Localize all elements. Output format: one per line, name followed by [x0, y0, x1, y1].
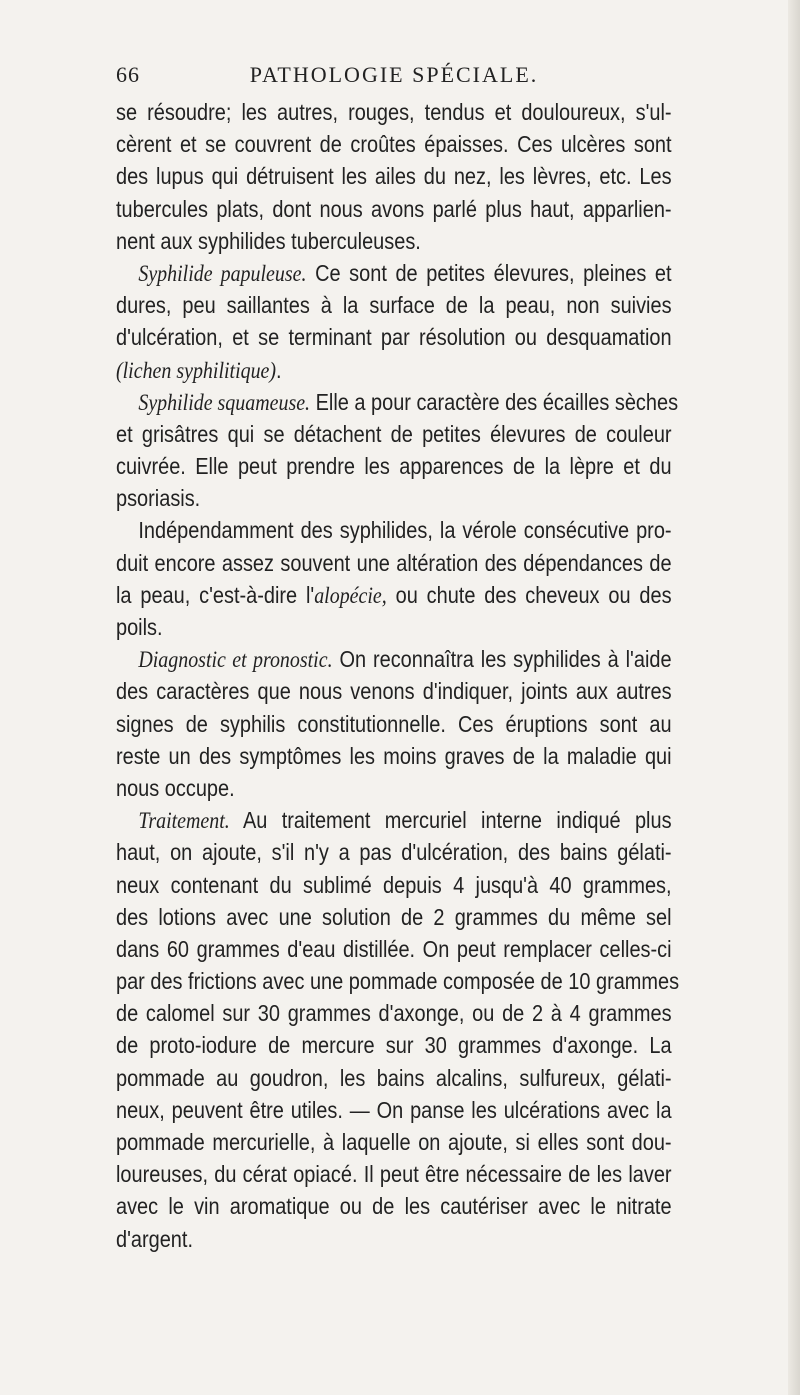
text-line: poils. — [116, 614, 163, 640]
text-line: dans 60 grammes d'eau distillée. On peut remplacer celles-ci — [116, 935, 672, 962]
italic-term: (lichen syphilitique) — [116, 357, 277, 384]
term-papuleuse: Syphilide papuleuse. — [138, 260, 307, 287]
text-line: d'ulcération, et se terminant par résolution ou desquamation — [116, 324, 672, 351]
page-header — [116, 62, 672, 92]
text-line: avec le vin aromatique ou de les cautériser avec le nitrate — [116, 1193, 672, 1220]
body-text — [116, 96, 680, 1255]
text-line: signes de syphilis constitutionnelle. Ces éruptions sont au — [116, 710, 672, 737]
italic-term: alopécie, — [314, 582, 387, 609]
term-squameuse: Syphilide squameuse. — [138, 389, 311, 416]
text-line: duit encore assez souvent une altération des dépendances de — [116, 549, 672, 576]
term-diagnostic: Diagnostic et pronostic. — [138, 647, 333, 674]
text-line: des lotions avec une solution de 2 grammes du même sel — [116, 903, 672, 930]
text-line: d'argent. — [116, 1225, 193, 1252]
text-line — [116, 354, 672, 386]
text-line: haut, on ajoute, s'il n'y a pas d'ulcération, des bains gélati- — [116, 839, 672, 866]
text-segment: On reconnaîtra les syphilides à l'aide — [332, 646, 672, 673]
text-segment: ou chute des cheveux ou des — [386, 581, 672, 608]
paragraph-squameuse — [116, 386, 679, 418]
text-segment: Au traitement mercuriel interne indiqué plus — [229, 807, 672, 834]
term-traitement: Traitement. — [138, 808, 230, 835]
paragraph-diagnostic — [116, 643, 672, 675]
text-line: nent aux syphilides tuberculeuses. — [116, 227, 421, 254]
text-line: et grisâtres qui se détachent de petites élevures de couleur — [116, 420, 672, 447]
text-line: dures, peu saillantes à la surface de la peau, non suivies — [116, 292, 672, 319]
text-line: pommade au goudron, les bains alcalins, sulfureux, gélati- — [116, 1064, 672, 1091]
text-segment: Elle a pour caractère des écailles sèches — [310, 388, 679, 415]
text-segment: Ce sont de petites élevures, pleines et — [306, 259, 672, 286]
page-edge — [788, 0, 800, 1395]
text-line: neux contenant du sublimé depuis 4 jusqu'à 40 grammes, — [116, 871, 672, 898]
text-line: cuivrée. Elle peut prendre les apparences de la lèpre et du — [116, 453, 672, 480]
text-line: neux, peuvent être utiles. — On panse les ulcérations avec la — [116, 1096, 672, 1123]
paragraph-traitement — [116, 804, 672, 836]
running-title: PATHOLOGIE SPÉCIALE. — [249, 62, 539, 87]
text-line: par des frictions avec une pommade composée de 10 grammes — [116, 968, 680, 995]
paragraph-papuleuse — [116, 257, 672, 289]
text-line: cèrent et se couvrent de croûtes épaisses. Ces ulcères sont — [116, 131, 672, 158]
text-line: des lupus qui détruisent les ailes du nez, les lèvres, etc. Les — [116, 163, 672, 190]
page-number: 66 — [116, 62, 140, 87]
text-segment: . — [276, 356, 282, 383]
text-line: pommade mercurielle, à laquelle on ajoute, si elles sont dou- — [116, 1129, 672, 1155]
text-line — [116, 579, 672, 611]
text-line: nous occupe. — [116, 774, 235, 801]
text-line: tubercules plats, dont nous avons parlé plus haut, apparlien- — [116, 195, 672, 222]
text-segment: la peau, c'est-à-dire l' — [116, 581, 315, 608]
text-line: se résoudre; les autres, rouges, tendus et douloureux, s'ul- — [116, 99, 672, 125]
text-line: psoriasis. — [116, 485, 201, 512]
text-line: de proto-iodure de mercure sur 30 grammes d'axonge. La — [116, 1032, 672, 1059]
text-line: des caractères que nous venons d'indiquer, joints aux autres — [116, 678, 672, 705]
paragraph-alopecie: Indépendamment des syphilides, la vérole consécutive pro- — [138, 517, 672, 544]
text-line: de calomel sur 30 grammes d'axonge, ou de 2 à 4 grammes — [116, 1000, 672, 1027]
text-line: reste un des symptômes les moins graves de la maladie qui — [116, 742, 672, 769]
text-line: loureuses, du cérat opiacé. Il peut être nécessaire de les laver — [116, 1161, 672, 1188]
